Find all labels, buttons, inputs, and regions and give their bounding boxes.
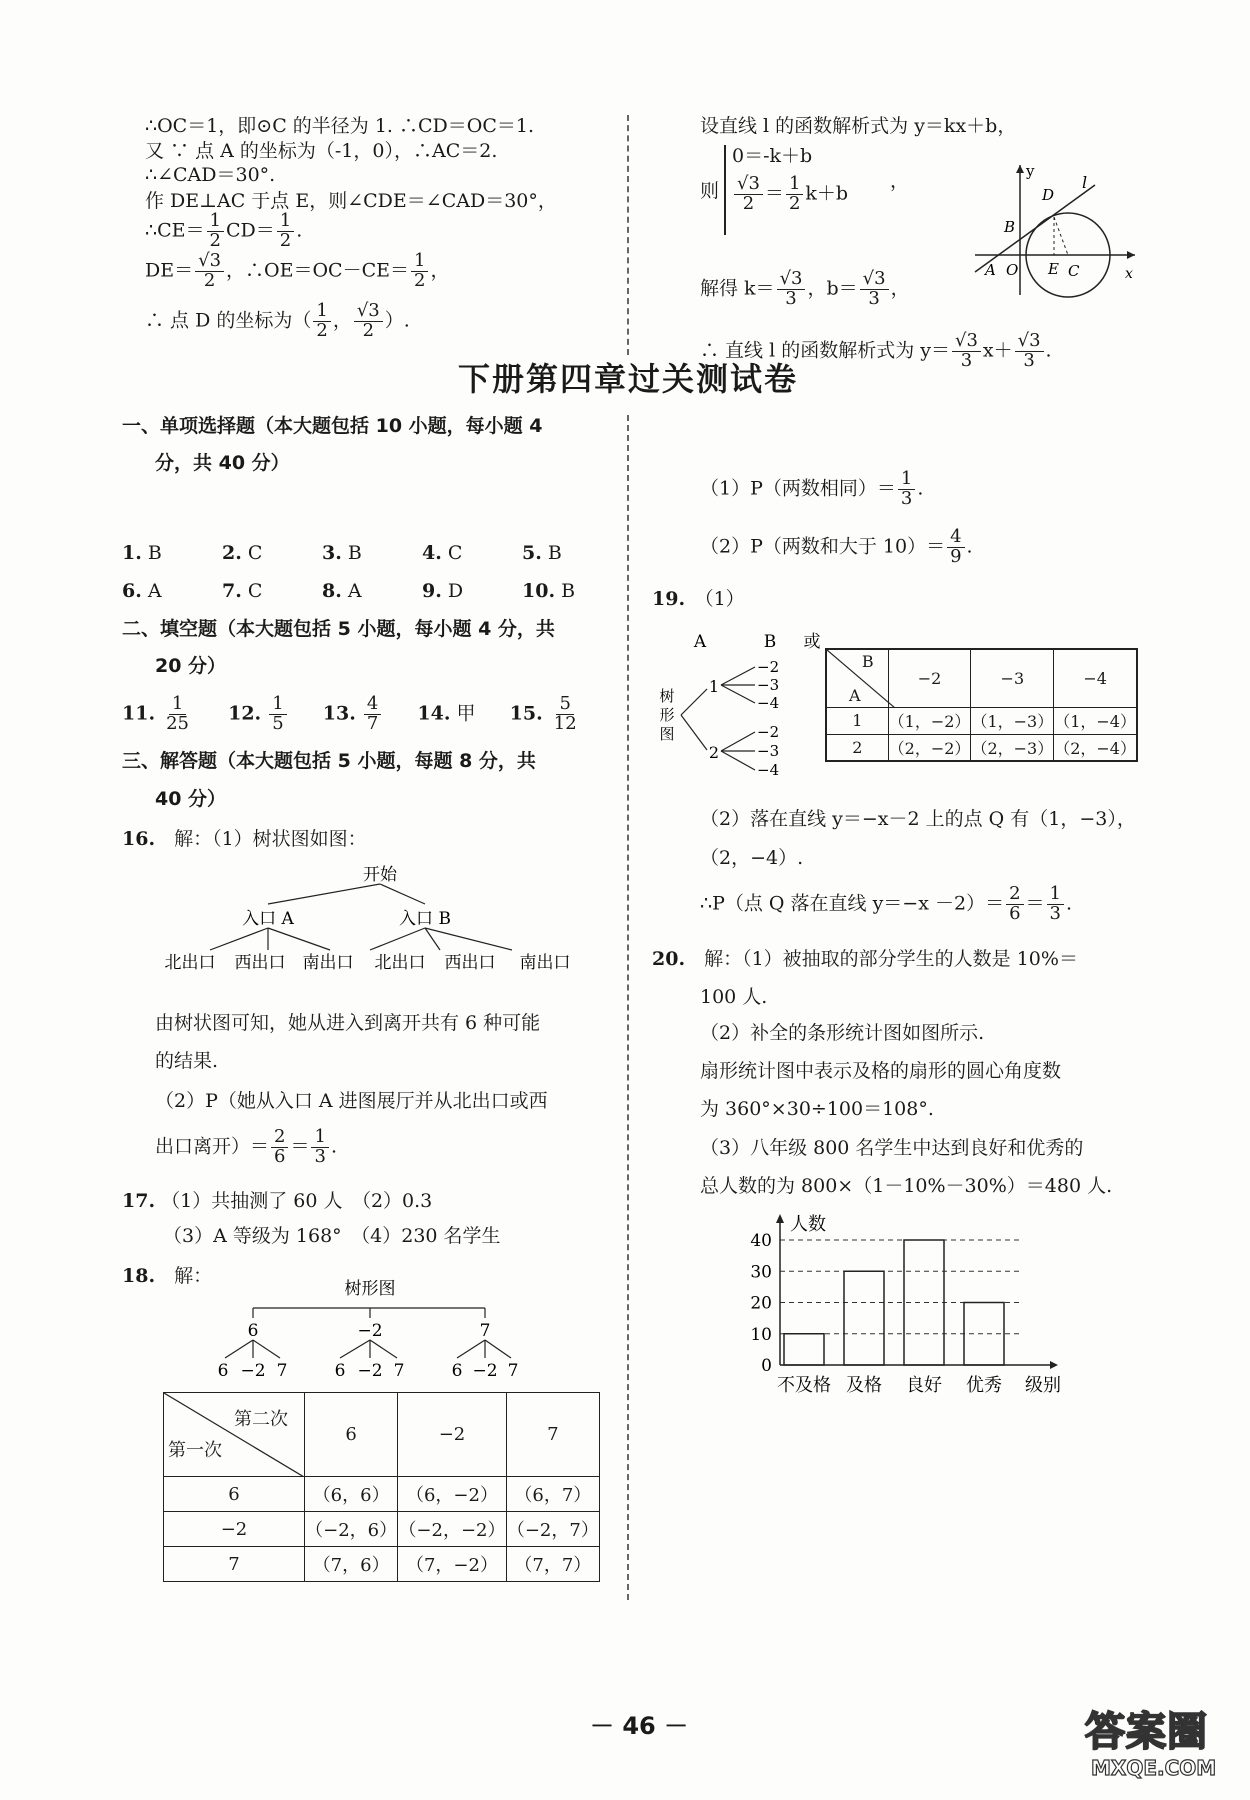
table19-cell: （1，−2）: [888, 707, 971, 734]
tree16-leaf: 西出口: [444, 953, 496, 972]
fig-label-x: x: [1125, 266, 1133, 282]
tree18-leaf: −2: [240, 1361, 266, 1381]
fig-label-B: B: [1004, 218, 1016, 236]
y-axis-arrow: [776, 1214, 784, 1223]
choice-answer: 10. B: [522, 580, 576, 602]
tree16-leaf: 北出口: [374, 953, 426, 972]
category-label: 良好: [906, 1375, 942, 1396]
tree18-leaf: 7: [507, 1361, 519, 1381]
tree-diagram-19: [655, 625, 830, 780]
equation-system: 则 0＝-k＋b $\frac{√3}{2}$ ＝ $\frac{1}{2}$ k＋b ，: [700, 145, 960, 245]
table18-cell: （−2，6）: [305, 1512, 398, 1547]
tree16-root: 开始: [363, 865, 397, 885]
choice-answer: 9. D: [422, 580, 464, 602]
table18-corner: 第二次 第一次: [164, 1393, 305, 1477]
table19-cell: （1，−4）: [1054, 707, 1137, 734]
choice-answer: 4. C: [422, 542, 463, 564]
tree19-A: A: [693, 632, 707, 652]
table19-row-head: 2: [826, 734, 888, 761]
q16-text-3: （2）P（她从入口 A 进图展厅并从北出口或西: [155, 1090, 548, 1112]
tree18-mid: 7: [479, 1321, 491, 1341]
q16-text-2: 的结果.: [155, 1050, 219, 1072]
page-number: － 46 －: [590, 1712, 689, 1740]
q16-line: 16. 解：（1）树状图如图：: [122, 828, 367, 850]
tree19-node: 1: [708, 677, 720, 696]
tree16-leaf: 南出口: [519, 953, 571, 972]
table18-row-head: 6: [164, 1477, 305, 1512]
table18-cell: （6，7）: [506, 1477, 599, 1512]
bottom-divider: [627, 415, 629, 1600]
top-right-line-3: 解得 k＝ $\frac{√3}{3}$ ，b＝ $\frac{√3}{3}$ ，: [700, 268, 910, 309]
fig-label-y: y: [1026, 162, 1035, 180]
tree19-leaf: −2: [757, 658, 780, 676]
table18-cell: （7，7）: [506, 1547, 599, 1582]
tree16-leaf: 南出口: [302, 953, 354, 972]
table19-head: −4: [1054, 649, 1137, 707]
top-left-line-3: ∴∠CAD＝30°.: [145, 164, 276, 186]
table18-cell: （6，−2）: [398, 1477, 506, 1512]
fig-label-l: l: [1082, 173, 1088, 192]
table19-cell: （2，−4）: [1054, 734, 1137, 761]
top-left-line-2: 又 ∵ 点 A 的坐标为（-1，0），∴AC＝2.: [145, 140, 498, 162]
tree18-leaf: −2: [357, 1361, 383, 1381]
table-19: [825, 648, 1138, 762]
tree18-root: 树形图: [344, 1279, 396, 1299]
choice-answer: 3. B: [322, 542, 362, 564]
choice-answer: 5. B: [522, 542, 562, 564]
table19-head: −2: [888, 649, 971, 707]
choice-answer: 8. A: [322, 580, 362, 602]
q17-line-1: 17. （1）共抽测了 60 人 （2）0.3: [122, 1190, 433, 1212]
table18-cell: （−2，−2）: [398, 1512, 506, 1547]
bar-0: [784, 1334, 824, 1365]
table18-head: 6: [305, 1393, 398, 1477]
top-right-line-1: 设直线 l 的函数解析式为 y＝kx＋b，: [700, 115, 1017, 137]
tree18-leaf: 7: [393, 1361, 405, 1381]
category-label: 优秀: [966, 1375, 1002, 1396]
watermark-logo: 答案圈 MXQE.COM: [1085, 1709, 1217, 1780]
tree19-leaf: −3: [757, 742, 780, 760]
q19-part2-line-1: （2）落在直线 y＝−x－2 上的点 Q 有（1，−3），: [700, 808, 1136, 830]
choice-answer: 2. C: [222, 542, 263, 564]
q19-part2-line-3: ∴P（点 Q 落在直线 y＝−x －2）＝ $\frac{2}{6}$ ＝ $\frac{1}{3}$ .: [700, 883, 1073, 924]
top-divider: [627, 115, 629, 355]
bar-chart: [735, 1210, 1095, 1400]
section-3-heading-cont: 40 分）: [155, 788, 227, 810]
q20-line-7: 总人数的为 800×（1－10%－30%）＝480 人.: [700, 1175, 1113, 1197]
top-left-line-4: 作 DE⊥AC 于点 E，则∠CDE＝∠CAD＝30°，: [145, 190, 557, 212]
table18-cell: （7，−2）: [398, 1547, 506, 1582]
q17-line-2: （3）A 等级为 168° （4）230 名学生: [163, 1225, 501, 1247]
q19-line: 19. （1）: [652, 588, 745, 610]
table18-row-head: −2: [164, 1512, 305, 1547]
y-tick-label: 10: [750, 1324, 772, 1345]
bar-1: [844, 1271, 884, 1365]
tree16-leaf: 北出口: [164, 953, 216, 972]
tree19-label: 图: [659, 725, 675, 743]
top-left-line-1: ∴OC＝1，即⊙C 的半径为 1. ∴CD＝OC＝1.: [145, 115, 535, 137]
section-3-heading: 三、解答题（本大题包括 5 小题，每题 8 分，共: [122, 750, 536, 772]
top-left-line-6: DE＝ $\frac{√3}{2}$ ，∴OE＝OC－CE＝ $\frac{1}{2}$ ，: [145, 250, 450, 291]
table18-cell: （7，6）: [305, 1547, 398, 1582]
tree19-label: 树: [659, 687, 675, 705]
tree16-entry-a: 入口 A: [242, 909, 294, 929]
category-label: 及格: [846, 1375, 882, 1396]
category-label: 不及格: [777, 1375, 831, 1396]
table18-cell: （−2，7）: [506, 1512, 599, 1547]
top-left-line-5: ∴CE＝ $\frac{1}{2}$ CD＝ $\frac{1}{2}$ .: [145, 210, 303, 251]
x-axis-label: 级别: [1025, 1375, 1061, 1396]
x-axis-arrow: [1050, 1361, 1058, 1369]
y-tick-label: 30: [750, 1262, 772, 1283]
fig-label-E: E: [1048, 260, 1059, 278]
table-18: [163, 1392, 600, 1582]
table19-head: −3: [971, 649, 1054, 707]
q19-part2-line-2: （2，−4）.: [700, 847, 804, 869]
fig-label-C: C: [1068, 262, 1080, 280]
tree19-leaf: −4: [757, 761, 780, 779]
q18-line: 18. 解：: [122, 1265, 213, 1287]
tree18-mid: −2: [357, 1321, 383, 1341]
y-tick-label: 40: [750, 1231, 772, 1251]
top-right-line-4: ∴ 直线 l 的函数解析式为 y＝ $\frac{√3}{3}$ x＋ $\frac{√3}{3}$ .: [700, 330, 1052, 371]
fig-label-O: O: [1006, 261, 1019, 279]
q16-text-4: 出口离开）＝ $\frac{2}{6}$ ＝ $\frac{1}{3}$ .: [155, 1126, 337, 1167]
q20-line-1: 20. 解：（1）被抽取的部分学生的人数是 10%＝: [652, 948, 1078, 970]
tree18-leaf: 6: [451, 1361, 463, 1381]
table19-corner: B A: [826, 649, 888, 707]
tree-diagram-18: [195, 1270, 545, 1385]
tree18-leaf: −2: [472, 1361, 498, 1381]
y-axis-label: 人数: [790, 1214, 826, 1235]
q20-line-2: 100 人.: [700, 986, 768, 1008]
choice-answer: 6. A: [122, 580, 162, 602]
table18-head: −2: [398, 1393, 506, 1477]
table18-head: 7: [506, 1393, 599, 1477]
choice-answer: 1. B: [122, 542, 162, 564]
table19-cell: （2，−2）: [888, 734, 971, 761]
q20-line-6: （3）八年级 800 名学生中达到良好和优秀的: [700, 1137, 1084, 1159]
q16-text-1: 由树状图可知，她从进入到离开共有 6 种可能: [155, 1012, 541, 1034]
tree18-leaf: 6: [217, 1361, 229, 1381]
tree18-leaf: 7: [276, 1361, 288, 1381]
tree19-node: 2: [708, 743, 720, 762]
page-title: 下册第四章过关测试卷: [458, 360, 799, 398]
q20-line-4: 扇形统计图中表示及格的扇形的圆心角度数: [700, 1060, 1062, 1082]
coordinate-figure: [970, 160, 1140, 300]
fig-label-D: D: [1042, 186, 1055, 204]
section-2-heading: 二、填空题（本大题包括 5 小题，每小题 4 分，共: [122, 618, 555, 640]
tree19-B: B: [763, 632, 777, 652]
p1-line: （1）P（两数相同）＝ $\frac{1}{3}$ .: [700, 468, 924, 509]
tree18-mid: 6: [247, 1321, 259, 1341]
tree18-leaf: 6: [334, 1361, 346, 1381]
section-1-heading-cont: 分，共 40 分）: [155, 452, 290, 474]
y-tick-label: 20: [750, 1293, 772, 1314]
choice-answer: 7. C: [222, 580, 263, 602]
table19-cell: （1，−3）: [971, 707, 1054, 734]
tree16-entry-b: 入口 B: [399, 909, 451, 929]
y-tick-label: 0: [761, 1356, 772, 1376]
q20-line-3: （2）补全的条形统计图如图所示.: [700, 1022, 985, 1044]
fig-label-A: A: [985, 261, 996, 279]
section-2-heading-cont: 20 分）: [155, 655, 227, 677]
tree19-leaf: −3: [757, 676, 780, 694]
top-left-line-7: ∴ 点 D 的坐标为（ $\frac{1}{2}$ ， $\frac{√3}{2}$ ）.: [145, 300, 410, 341]
tree19-leaf: −4: [757, 694, 780, 712]
table18-cell: （6，6）: [305, 1477, 398, 1512]
q20-line-5: 为 360°×30÷100＝108°.: [700, 1098, 934, 1120]
table18-row-head: 7: [164, 1547, 305, 1582]
tree-diagram-16: [160, 862, 600, 972]
table19-row-head: 1: [826, 707, 888, 734]
tree19-or: 或: [803, 632, 821, 652]
table19-cell: （2，−3）: [971, 734, 1054, 761]
section-1-heading: 一、单项选择题（本大题包括 10 小题，每小题 4: [122, 415, 543, 437]
tree16-leaf: 西出口: [234, 953, 286, 972]
tree19-label: 形: [659, 706, 675, 724]
fill-answers: 11. $\frac{1}{25}$ 12. $\frac{1}{5}$ 13. $\frac{4}{7}$ 14. 甲 15. $\frac{5}{12}$: [122, 693, 577, 734]
tree19-leaf: −2: [757, 723, 780, 741]
p2-line: （2）P（两数和大于 10）＝ $\frac{4}{9}$ .: [700, 526, 973, 567]
